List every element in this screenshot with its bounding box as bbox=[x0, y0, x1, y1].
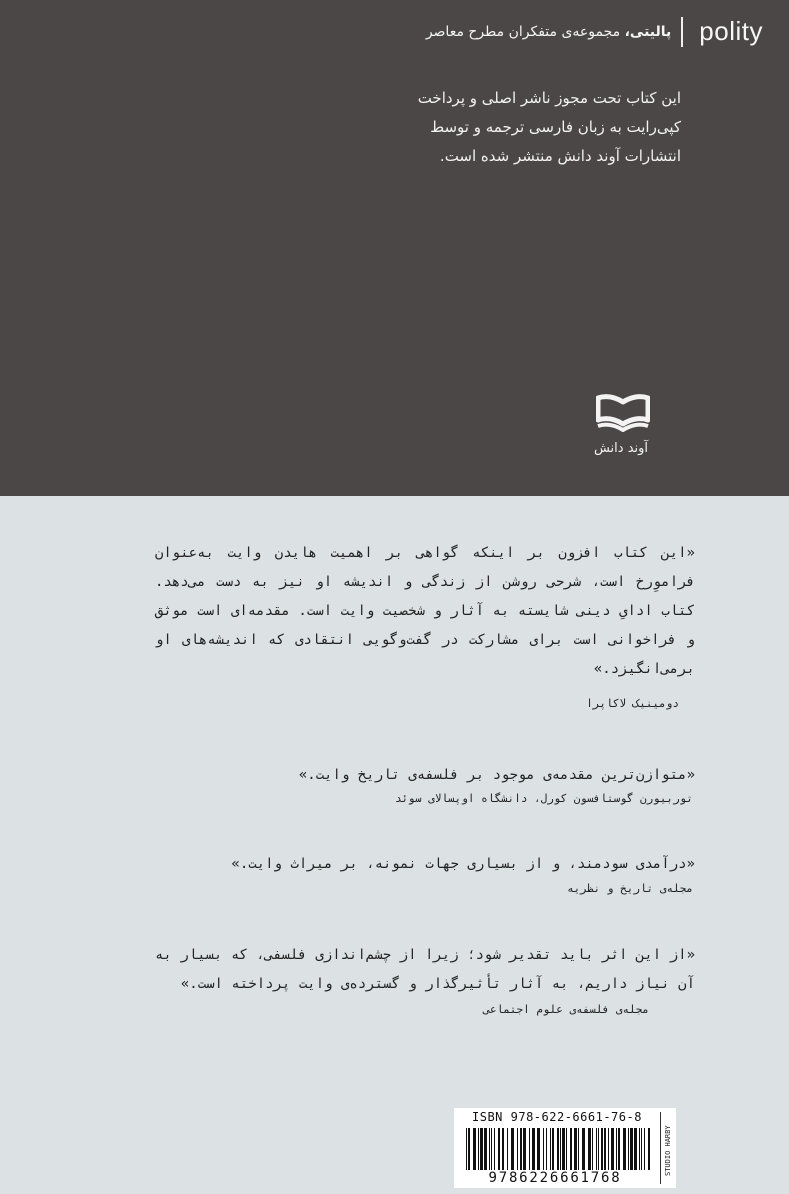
barcode-bar bbox=[473, 1128, 476, 1170]
blurb-quote-2: «متوازن‌ترین مقدمه‌ی موجود بر فلسفه‌ی تاریخ وایت.» bbox=[298, 767, 695, 783]
barcode-bar bbox=[494, 1128, 495, 1170]
barcode-bar bbox=[566, 1128, 567, 1170]
barcode-bar bbox=[578, 1128, 579, 1170]
barcode-bar bbox=[604, 1128, 606, 1170]
barcode-bar bbox=[598, 1128, 599, 1170]
license-notice: این کتاب تحت مجوز ناشر اصلی و پرداخت کپی‌رایت به زبان فارسی ترجمه و توسط انتشارات آوند دانش منتشر شده است. bbox=[417, 89, 681, 165]
blurb-source-4: مجله‌ی فلسفه‌ی علوم اجتماعی bbox=[483, 1003, 649, 1016]
barcode-bar bbox=[523, 1128, 526, 1170]
barcode-bar bbox=[641, 1128, 642, 1170]
barcode-bar bbox=[502, 1128, 504, 1170]
publisher-name: آوند دانش bbox=[593, 441, 649, 456]
blurb-quote-3: «درآمدی سودمند، و از بسیاری جهات نمونه، بر میراث وایت.» bbox=[231, 856, 695, 872]
blurb-quote-1: «این کتاب افزون بر اینکه گواهی بر اهمیت هایدن وایت به‌عنوان فراموِرخ است، شرحی روشن از زندگی و اندیشه او نیز به دست می‌دهد. کتاب ادایِ دینی شایسته به آثار و شخصیت وایت است. مقدمه‌ای است موثق و فراخوانی است برای مشارکت در گفت‌وگویی انتقادی که اندیشه‌های او برمی‌انگیزد.» bbox=[155, 545, 695, 677]
barcode-bar bbox=[468, 1128, 470, 1170]
barcode-bar bbox=[552, 1128, 554, 1170]
series-title bbox=[426, 24, 671, 40]
barcode-bar bbox=[616, 1128, 617, 1170]
isbn-barcode bbox=[454, 1108, 676, 1188]
series-header bbox=[426, 16, 763, 47]
barcode-bar bbox=[608, 1128, 609, 1170]
barcode-bar bbox=[588, 1128, 591, 1170]
open-book-logo-icon bbox=[596, 392, 650, 432]
barcode-bar bbox=[557, 1128, 559, 1170]
barcode-bar bbox=[478, 1128, 479, 1170]
barcode-bar bbox=[596, 1128, 597, 1170]
barcode-bar bbox=[480, 1128, 483, 1170]
barcode-bar bbox=[623, 1128, 626, 1170]
barcode-bar bbox=[491, 1128, 492, 1170]
barcode-bar bbox=[611, 1128, 614, 1170]
barcode-bar bbox=[546, 1128, 547, 1170]
barcode-bar bbox=[537, 1128, 540, 1170]
barcode-bar bbox=[498, 1128, 500, 1170]
barcode-bar bbox=[507, 1128, 508, 1170]
barcode-bar bbox=[562, 1128, 565, 1170]
barcode-bar bbox=[466, 1128, 467, 1170]
barcode-bars bbox=[464, 1128, 652, 1170]
top-dark-panel bbox=[0, 0, 789, 496]
barcode-bar bbox=[550, 1128, 551, 1170]
blurb-source-2: توربیورن گوستافسون کورل، دانشگاه اوپسالای سوئد bbox=[394, 792, 693, 805]
barcode-bar bbox=[489, 1128, 490, 1170]
header-divider bbox=[681, 17, 683, 47]
barcode-bar bbox=[529, 1128, 530, 1170]
barcode-bar bbox=[570, 1128, 572, 1170]
barcode-bar bbox=[592, 1128, 593, 1170]
barcode-bar bbox=[511, 1128, 514, 1170]
barcode-bar bbox=[618, 1128, 620, 1170]
barcode-bar bbox=[628, 1128, 629, 1170]
series-subtitle: مجموعه‌ی متفکران مطرح معاصر bbox=[425, 23, 625, 40]
barcode-bar bbox=[517, 1128, 518, 1170]
barcode-bar bbox=[634, 1128, 637, 1170]
studio-credit bbox=[660, 1112, 677, 1184]
barcode-bar bbox=[543, 1128, 544, 1170]
barcode-bar bbox=[648, 1128, 650, 1170]
barcode-bar bbox=[484, 1128, 487, 1170]
barcode-bar bbox=[601, 1128, 603, 1170]
barcode-bar bbox=[639, 1128, 640, 1170]
barcode-bar bbox=[582, 1128, 585, 1170]
blurb-source-1: دومینیک لاکاپرا bbox=[586, 697, 679, 710]
studio-label: STUDIO HARBY bbox=[664, 1125, 672, 1176]
series-name: پالیتی، bbox=[624, 23, 672, 40]
blurb-source-3: مجله‌ی تاریخ و نظریه bbox=[567, 882, 693, 895]
barcode-digits: 9786226661768 bbox=[488, 1170, 622, 1186]
polity-brand: polity bbox=[699, 16, 763, 46]
isbn-label: ISBN 978-622-6661-76-8 bbox=[472, 1110, 642, 1124]
barcode-bar bbox=[520, 1128, 522, 1170]
barcode-bar bbox=[532, 1128, 535, 1170]
barcode-bar bbox=[644, 1128, 645, 1170]
blurb-quote-4: «از این اثر باید تقدیر شود؛ زیرا از چشم‌اندازی فلسفی، که بسیار به آن نیاز داریم، به آثار تأثیرگذار و گسترده‌ی وایت پرداخته است.» bbox=[155, 947, 695, 992]
barcode-bar bbox=[574, 1128, 577, 1170]
barcode-bar bbox=[630, 1128, 633, 1170]
barcode-bar bbox=[560, 1128, 561, 1170]
